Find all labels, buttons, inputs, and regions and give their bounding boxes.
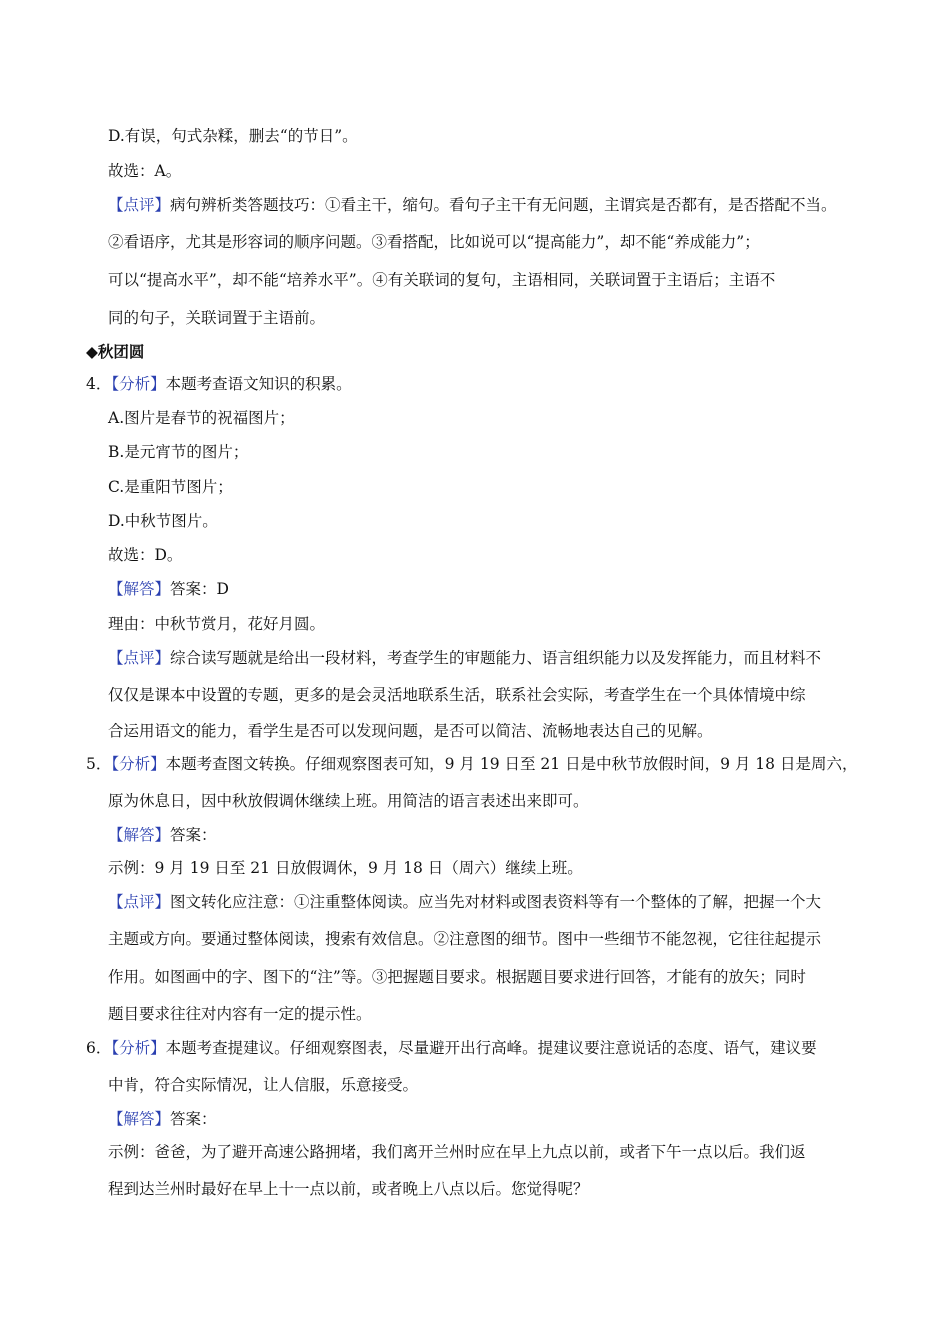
q4-option-b: B.是元宵节的图片；: [108, 443, 249, 461]
q5-comment-line-2: 主题或方向。要通过整体阅读，搜索有效信息。②注意图的细节。图中一些细节不能忽视，它往往起提示: [108, 930, 822, 948]
q4-reason: 理由：中秋节赏月，花好月圆。: [108, 615, 326, 633]
q5-example: 示例：9 月 19 日至 21 日放假调休，9 月 18 日（周六）继续上班。: [108, 859, 583, 877]
analysis-tag: 【分析】: [111, 375, 166, 393]
q6-analysis-line-2: 中肯，符合实际情况，让人信服，乐意接受。: [108, 1076, 419, 1094]
q5-comment-line-4: 题目要求往往对内容有一定的提示性。: [108, 1005, 372, 1023]
q4-option-d: D.中秋节图片。: [108, 512, 218, 530]
q5-analysis-line-2: 原为休息日，因中秋放假调休继续上班。用简洁的语言表述出来即可。: [108, 792, 589, 810]
q4-comment-line-3: 合运用语文的能力，看学生是否可以发现问题，是否可以简洁、流畅地表达自己的见解。: [108, 722, 713, 740]
q5-analysis-text-1: 本题考查图文转换。仔细观察图表可知，9 月 19 日至 21 日是中秋节放假时间，9 月 18 日是周六，: [165, 755, 858, 773]
analysis-tag: 【分析】: [111, 755, 166, 773]
q5-number: 5．: [86, 755, 112, 773]
q4-answer-text: 答案：D: [170, 580, 229, 598]
q5-answer-text: 答案：: [170, 826, 217, 844]
q6-analysis-text-1: 本题考查提建议。仔细观察图表，尽量避开出行高峰。提建议要注意说话的态度、语气，建议要: [165, 1039, 817, 1057]
q5-comment-line-1: [108, 892, 821, 912]
q3-comment-line-3: 可以“提高水平”，却不能“培养水平”。④有关联词的复句，主语相同，关联词置于主语后；主语不: [108, 271, 776, 289]
answer-tag: 【解答】: [108, 826, 171, 844]
q6-number: 6．: [86, 1039, 112, 1057]
q4-comment-line-1: [108, 648, 821, 668]
q4-option-c: C.是重阳节图片；: [108, 478, 233, 496]
q4-number: 4．: [86, 375, 112, 393]
q5-comment-line-3: 作用。如图画中的字、图下的“注”等。③把握题目要求。根据题目要求进行回答，才能有的放矢；同时: [108, 968, 806, 986]
q5-comment-text-1: 图文转化应注意：①注重整体阅读。应当先对材料或图表资料等有一个整体的了解，把握一个大: [170, 893, 822, 911]
comment-tag: 【点评】: [108, 893, 171, 911]
q6-answer-text: 答案：: [170, 1110, 217, 1128]
q4-analysis: [86, 374, 352, 394]
comment-tag: 【点评】: [108, 649, 171, 667]
q3-comment-line-2: ②看语序，尤其是形容词的顺序问题。③看搭配，比如说可以“提高能力”，却不能“养成能力”；: [108, 233, 760, 251]
answer-tag: 【解答】: [108, 580, 171, 598]
q5-answer: [108, 825, 217, 845]
q4-analysis-text: 本题考查语文知识的积累。: [165, 375, 352, 393]
q6-example-line-2: 程到达兰州时最好在早上十一点以前，或者晚上八点以后。您觉得呢？: [108, 1180, 589, 1198]
q3-comment-line-4: 同的句子，关联词置于主语前。: [108, 309, 326, 327]
q3-comment-line-1: [108, 195, 837, 215]
q3-choose: 故选：A。: [108, 162, 182, 180]
q3-comment-text-1: 病句辨析类答题技巧：①看主干，缩句。看句子主干有无问题，主谓宾是否都有，是否搭配不当。: [170, 196, 837, 214]
q4-answer: [108, 579, 229, 599]
q3-option-d: D.有误，句式杂糅，删去“的节日”。: [108, 127, 358, 145]
q4-comment-line-2: 仅仅是课本中设置的专题，更多的是会灵活地联系生活，联系社会实际，考查学生在一个具体情境中综: [108, 686, 806, 704]
q4-comment-text-1: 综合读写题就是给出一段材料，考查学生的审题能力、语言组织能力以及发挥能力，而且材料不: [170, 649, 822, 667]
analysis-tag: 【分析】: [111, 1039, 166, 1057]
q4-choose: 故选：D。: [108, 546, 183, 564]
q4-option-a: A.图片是春节的祝福图片；: [108, 409, 295, 427]
comment-tag: 【点评】: [108, 196, 171, 214]
section-title: ◆秋团圆: [86, 342, 145, 361]
q5-analysis-line-1: [86, 754, 857, 774]
q6-analysis-line-1: [86, 1038, 817, 1058]
q6-answer: [108, 1109, 217, 1129]
q6-example-line-1: 示例：爸爸，为了避开高速公路拥堵，我们离开兰州时应在早上九点以前，或者下午一点以后。我们返: [108, 1143, 806, 1161]
answer-tag: 【解答】: [108, 1110, 171, 1128]
